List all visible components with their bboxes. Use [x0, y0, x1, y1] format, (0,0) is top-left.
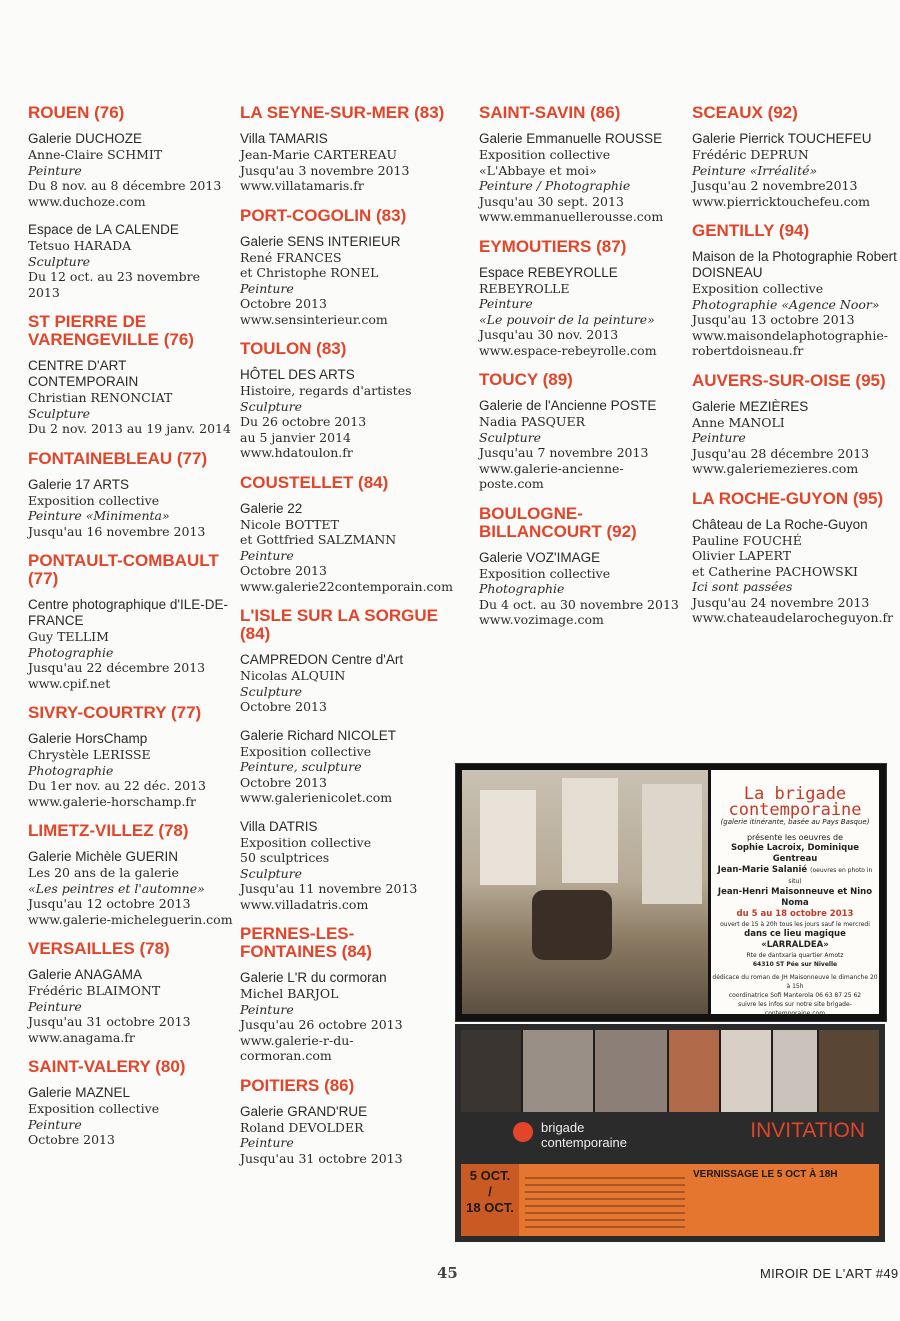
- venue-name: Galerie GRAND'RUE: [240, 1103, 368, 1119]
- entry-detail: www.maisondelaphotographie-robertdoisneau.fr: [692, 327, 888, 358]
- entry-detail: Du 2 nov. 2013 au 19 janv. 2014: [28, 421, 231, 436]
- entry-detail: www.villadatris.com: [240, 896, 369, 912]
- city-heading: L'ISLE SUR LA SORGUE (84): [240, 606, 438, 643]
- city-heading: LA SEYNE-SUR-MER (83): [240, 103, 445, 122]
- entry-detail: www.cpif.net: [28, 675, 111, 691]
- city-heading: PERNES-LES-FONTAINES (84): [240, 924, 372, 961]
- ad-place-1: dans ce lieu magique: [744, 929, 846, 939]
- exhibition-entry: [240, 234, 445, 328]
- ad-text-panel: [711, 770, 879, 1017]
- ad-presents: présente les oeuvres de: [746, 833, 844, 842]
- entry-detail: Octobre 2013: [240, 563, 327, 578]
- city-heading: LIMETZ-VILLEZ (78): [28, 821, 189, 840]
- entry-detail: Sculpture: [479, 429, 542, 445]
- city-heading: VERSAILLES (78): [28, 939, 170, 958]
- exhibition-entry: [240, 652, 445, 715]
- entry-detail: Exposition collective: [479, 147, 611, 162]
- entry-detail: Histoire, regards d'artistes: [240, 383, 412, 398]
- artwork-image: [642, 784, 702, 904]
- artwork-thumbnail: [595, 1030, 667, 1112]
- entry-detail: Sculpture: [28, 405, 91, 421]
- entry-detail: REBEYROLLE: [479, 280, 570, 296]
- entry-detail: Jusqu'au 31 octobre 2013: [28, 1014, 191, 1029]
- venue-name: CENTRE D'ART CONTEMPORAIN: [28, 358, 139, 389]
- exhibition-entry: [240, 1104, 445, 1167]
- entry-detail: Octobre 2013: [240, 296, 327, 311]
- entry-detail: www.galerie-ancienne-poste.com: [479, 460, 624, 491]
- invitation-banner: [461, 1114, 879, 1164]
- exhibition-entry: [692, 399, 897, 477]
- small-print: [525, 1172, 685, 1233]
- venue-name: Galerie VOZ'IMAGE: [479, 549, 601, 565]
- entry-detail: Exposition collective: [28, 492, 160, 508]
- city-heading: PONTAULT-COMBAULT (77): [28, 551, 219, 588]
- exhibition-entry: [28, 597, 233, 691]
- exhibition-entry: [28, 731, 233, 809]
- exhibition-entry: [479, 131, 684, 225]
- artwork-thumbnail: [461, 1030, 521, 1112]
- entry-detail: Jusqu'au 30 nov. 2013: [479, 327, 619, 342]
- entry-detail: Peinture «Minimenta»: [28, 508, 170, 523]
- city-heading: ST PIERRE DE VARENGEVILLE (76): [28, 312, 194, 349]
- entry-detail: Sculpture: [240, 865, 303, 881]
- entry-detail: Du 26 octobre 2013: [240, 414, 367, 429]
- city-heading: SIVRY-COURTRY (77): [28, 703, 202, 722]
- entry-detail: www.galerie-horschamp.fr: [28, 793, 196, 809]
- entry-detail: www.vozimage.com: [479, 612, 604, 627]
- venue-name: Centre photographique d'ILE-DE-FRANCE: [28, 597, 228, 628]
- entry-detail: www.hdatoulon.fr: [240, 445, 353, 460]
- city-heading: FONTAINEBLEAU (77): [28, 448, 208, 468]
- venue-name: Galerie Richard NICOLET: [240, 727, 397, 743]
- entry-detail: Octobre 2013: [28, 1132, 115, 1147]
- exhibition-entry: [479, 550, 684, 628]
- entry-detail: Exposition collective: [479, 565, 611, 581]
- city-heading: POITIERS (86): [240, 1075, 355, 1095]
- venue-name: Galerie SENS INTERIEUR: [240, 233, 401, 249]
- entry-detail: www.duchoze.com: [28, 193, 146, 209]
- entry-detail: www.espace-rebeyrolle.com: [479, 342, 657, 358]
- exhibition-entry: [28, 358, 233, 437]
- entry-detail: et Catherine PACHOWSKI: [692, 563, 858, 579]
- entry-detail: Jusqu'au 13 octobre 2013: [692, 312, 855, 327]
- ad-subtitle: (galerie itinérante, basée au Pays Basque): [720, 818, 870, 826]
- entry-detail: Du 8 nov. au 8 décembre 2013: [28, 178, 222, 193]
- entry-detail: 50 sculptrices: [240, 850, 330, 865]
- city-heading: SAINT-SAVIN (86): [479, 103, 621, 122]
- entry-detail: et Christophe RONEL: [240, 265, 379, 280]
- column-4: [692, 104, 897, 639]
- entry-detail: Peinture «Irréalité»: [692, 162, 818, 178]
- entry-detail: www.emmanuellerousse.com: [479, 209, 664, 224]
- venue-name: Galerie MAZNEL: [28, 1085, 131, 1100]
- exhibition-entry: [28, 967, 233, 1045]
- entry-detail: Anne-Claire SCHMIT: [28, 147, 163, 162]
- city-heading: SCEAUX (92): [692, 103, 798, 122]
- exhibition-entry: [240, 728, 445, 806]
- entry-detail: Tetsuo HARADA: [28, 238, 132, 253]
- entry-detail: Sculpture: [240, 683, 303, 699]
- entry-detail: Du 4 oct. au 30 novembre 2013: [479, 596, 679, 612]
- ad-place-2: «LARRALDEA»: [761, 940, 829, 950]
- venue-name: Galerie Pierrick TOUCHEFEU: [692, 131, 872, 146]
- entry-detail: Peinture: [240, 547, 294, 563]
- invitation-ad: [455, 1024, 885, 1242]
- exhibition-entry: [692, 131, 897, 209]
- entry-detail: Peinture, sculpture: [240, 759, 362, 774]
- city-heading: PORT-COGOLIN (83): [240, 205, 407, 225]
- entry-detail: Les 20 ans de la galerie: [28, 865, 179, 880]
- exhibition-entry: [240, 970, 445, 1064]
- entry-detail: Nicole BOTTET: [240, 516, 339, 532]
- gallery-photo: [462, 770, 708, 1014]
- artwork-thumbnail: [721, 1030, 771, 1112]
- artwork-image: [562, 778, 618, 883]
- page-number: 45: [437, 1264, 458, 1282]
- entry-detail: Nadia PASQUER: [479, 414, 585, 429]
- entry-detail: Chrystèle LERISSE: [28, 747, 151, 762]
- invitation-heading: INVITATION: [750, 1119, 865, 1142]
- entry-detail: Jusqu'au 30 sept. 2013: [479, 193, 624, 209]
- venue-name: Galerie 22: [240, 500, 303, 516]
- entry-detail: et Gottfried SALZMANN: [240, 532, 397, 547]
- entry-detail: Michel BARJOL: [240, 986, 339, 1001]
- venue-name: Galerie de l'Ancienne POSTE: [479, 398, 657, 413]
- entry-detail: Jusqu'au 2 novembre2013: [692, 178, 858, 193]
- entry-detail: Olivier LAPERT: [692, 548, 792, 563]
- entry-detail: www.pierricktouchefeu.com: [692, 193, 870, 209]
- column-3: [479, 104, 684, 641]
- entry-detail: Peinture: [28, 1116, 82, 1132]
- city-heading: LA ROCHE-GUYON (95): [692, 488, 884, 508]
- column-2: [240, 103, 453, 1179]
- entry-detail: Jusqu'au 11 novembre 2013: [240, 881, 418, 896]
- venue-name: Maison de la Photographie Robert DOISNEAU: [692, 249, 897, 280]
- entry-detail: Jusqu'au 12 octobre 2013: [28, 896, 191, 911]
- entry-detail: Du 1er nov. au 22 déc. 2013: [28, 778, 206, 793]
- brand-name: brigade contemporaine: [541, 1120, 627, 1150]
- ad-hours: ouvert de 15 à 20h tous les jours sauf le mercredi: [720, 921, 870, 928]
- city-heading: TOULON (83): [240, 339, 347, 358]
- invitation-dates: 5 OCT. / 18 OCT.: [461, 1164, 519, 1236]
- city-heading: BOULOGNE-BILLANCOURT (92): [479, 503, 637, 541]
- entry-detail: Anne MANOLI: [692, 414, 785, 430]
- venue-name: Galerie MEZIÈRES: [692, 398, 809, 414]
- exhibition-entry: [28, 131, 233, 209]
- entry-detail: Octobre 2013: [240, 699, 327, 714]
- entry-detail: Du 12 oct. au 23 novembre 2013: [28, 269, 201, 300]
- artwork-thumbnail: [523, 1030, 593, 1112]
- ad-contact: coordinatrice Sofi Manterola 06 63 87 25 62: [728, 992, 862, 999]
- artwork-thumbnail: [819, 1030, 879, 1112]
- entry-detail: Peinture: [692, 430, 746, 445]
- invitation-details: [461, 1164, 879, 1236]
- city-heading: SAINT-VALERY (80): [28, 1057, 186, 1076]
- exhibition-entry: [28, 477, 233, 540]
- entry-detail: Exposition collective: [240, 743, 372, 759]
- entry-detail: au 5 janvier 2014: [240, 429, 351, 445]
- city-heading: GENTILLY (94): [692, 221, 810, 240]
- entry-detail: www.chateaudelarocheguyon.fr: [692, 610, 894, 625]
- vernissage-text: VERNISSAGE LE 5 OCT À 18H: [693, 1169, 838, 1180]
- ad-address-1: Rte de dantxaria quartier Amotz: [746, 952, 844, 959]
- ad-dates: du 5 au 18 octobre 2013: [736, 909, 854, 919]
- venue-name: HÔTEL DES ARTS: [240, 367, 355, 382]
- exhibition-entry: [240, 500, 453, 595]
- entry-detail: Frédéric DEPRUN: [692, 147, 809, 162]
- entry-detail: Jean-Marie CARTEREAU: [240, 147, 398, 162]
- city-heading: AUVERS-SUR-OISE (95): [692, 370, 886, 390]
- entry-detail: Jusqu'au 24 novembre 2013: [692, 594, 870, 610]
- venue-name: CAMPREDON Centre d'Art: [240, 652, 404, 667]
- ad-artists-1: Sophie Lacroix, Dominique Gentreau: [730, 843, 860, 864]
- entry-detail: Nicolas ALQUIN: [240, 668, 346, 683]
- entry-detail: Jusqu'au 31 octobre 2013: [240, 1150, 403, 1166]
- city-heading: ROUEN (76): [28, 103, 125, 122]
- city-heading: TOUCY (89): [479, 370, 573, 389]
- city-heading: EYMOUTIERS (87): [479, 236, 627, 256]
- artwork-image: [480, 790, 536, 885]
- entry-detail: Octobre 2013: [240, 774, 327, 790]
- entry-detail: Jusqu'au 28 décembre 2013: [692, 445, 870, 461]
- entry-detail: Roland DEVOLDER: [240, 1119, 364, 1135]
- ad-artists-3: Jean-Henri Maisonneuve et Nino Noma: [717, 887, 873, 908]
- entry-detail: www.galerienicolet.com: [240, 790, 393, 805]
- exhibition-entry: [479, 398, 684, 492]
- exhibition-entry: [240, 819, 445, 913]
- entry-detail: Peinture: [240, 280, 294, 296]
- column-1: [28, 104, 233, 1161]
- entry-detail: Peinture / Photographie: [479, 178, 631, 193]
- venue-name: Galerie 17 ARTS: [28, 476, 130, 492]
- exhibition-entry: [692, 249, 897, 359]
- entry-detail: www.sensinterieur.com: [240, 311, 388, 327]
- entry-detail: Peinture: [479, 296, 533, 311]
- entry-detail: www.galerie-micheleguerin.com: [28, 911, 233, 927]
- entry-detail: Jusqu'au 26 octobre 2013: [240, 1017, 403, 1032]
- armchair-sculpture-image: [532, 890, 612, 960]
- brigade-ad-poster: [455, 763, 887, 1022]
- entry-detail: Exposition collective: [240, 834, 372, 850]
- entry-detail: Photographie: [28, 762, 114, 778]
- brand-dot-icon: [513, 1122, 533, 1142]
- entry-detail: René FRANCES: [240, 249, 342, 265]
- entry-detail: Jusqu'au 7 novembre 2013: [479, 445, 649, 460]
- entry-detail: Peinture: [28, 998, 82, 1014]
- entry-detail: Ici sont passées: [692, 579, 793, 594]
- entry-detail: Jusqu'au 3 novembre 2013: [240, 162, 410, 178]
- venue-name: Galerie L'R du cormoran: [240, 970, 387, 985]
- venue-name: Galerie Emmanuelle ROUSSE: [479, 131, 663, 146]
- exhibition-entry: [28, 1085, 233, 1148]
- ad-address-2: 64310 ST Pée sur Nivelle: [752, 961, 838, 968]
- city-heading: COUSTELLET (84): [240, 472, 389, 492]
- venue-name: Château de La Roche-Guyon: [692, 516, 868, 532]
- magazine-name: MIROIR DE L'ART #49: [760, 1266, 899, 1281]
- entry-detail: www.villatamaris.fr: [240, 178, 364, 193]
- venue-name: Galerie ANAGAMA: [28, 967, 143, 982]
- ad-site: suivre les infos sur notre site brigade-contemporaine.com: [738, 1001, 852, 1017]
- venue-name: Espace REBEYROLLE: [479, 264, 618, 280]
- entry-detail: Peinture: [28, 162, 82, 178]
- artwork-thumbnail: [773, 1030, 817, 1112]
- entry-detail: www.galerie22contemporain.com: [240, 578, 453, 594]
- entry-detail: Sculpture: [28, 253, 91, 269]
- entry-detail: Peinture: [240, 1135, 294, 1150]
- ad-artists-2: Jean-Marie Salanié (oeuvres en photo in situ): [717, 865, 873, 885]
- entry-detail: Guy TELLIM: [28, 629, 109, 644]
- exhibition-entry: [240, 367, 445, 461]
- venue-name: Galerie Michèle GUERIN: [28, 849, 179, 864]
- venue-name: Villa TAMARIS: [240, 131, 328, 146]
- entry-detail: www.anagama.fr: [28, 1029, 135, 1045]
- exhibition-entry: [479, 265, 684, 359]
- venue-name: Espace de LA CALENDE: [28, 222, 179, 237]
- entry-detail: Photographie: [28, 644, 114, 660]
- entry-detail: Photographie: [479, 581, 565, 596]
- exhibition-entry: [28, 849, 233, 927]
- entry-detail: «Le pouvoir de la peinture»: [479, 311, 655, 327]
- exhibition-entry: [240, 131, 445, 194]
- ad-title: La brigade contemporaine: [728, 784, 862, 820]
- entry-detail: www.galerie-r-du-cormoran.com: [240, 1032, 354, 1063]
- exhibition-entry: [692, 517, 897, 626]
- entry-detail: «L'Abbaye et moi»: [479, 162, 597, 178]
- entry-detail: www.galeriemezieres.com: [692, 461, 859, 476]
- entry-detail: Exposition collective: [28, 1101, 160, 1116]
- entry-detail: Photographie «Agence Noor»: [692, 296, 880, 312]
- venue-name: Galerie HorsChamp: [28, 731, 148, 746]
- entry-detail: Peinture: [240, 1001, 294, 1017]
- artwork-strip: [461, 1030, 879, 1112]
- entry-detail: «Les peintres et l'automne»: [28, 880, 205, 896]
- artwork-thumbnail: [669, 1030, 719, 1112]
- entry-detail: Pauline FOUCHÉ: [692, 532, 802, 548]
- ad-dedicace: dédicace du roman de JH Maisonneuve le dimanche 20 à 15h: [712, 974, 878, 990]
- entry-detail: Christian RENONCIAT: [28, 390, 173, 405]
- entry-detail: Frédéric BLAIMONT: [28, 983, 161, 998]
- venue-name: Villa DATRIS: [240, 818, 318, 834]
- entry-detail: Exposition collective: [692, 281, 824, 296]
- venue-name: Galerie DUCHOZE: [28, 131, 143, 146]
- entry-detail: Jusqu'au 22 décembre 2013: [28, 660, 206, 675]
- entry-detail: Sculpture: [240, 398, 303, 414]
- exhibition-entry: [28, 222, 233, 300]
- entry-detail: Jusqu'au 16 novembre 2013: [28, 523, 206, 539]
